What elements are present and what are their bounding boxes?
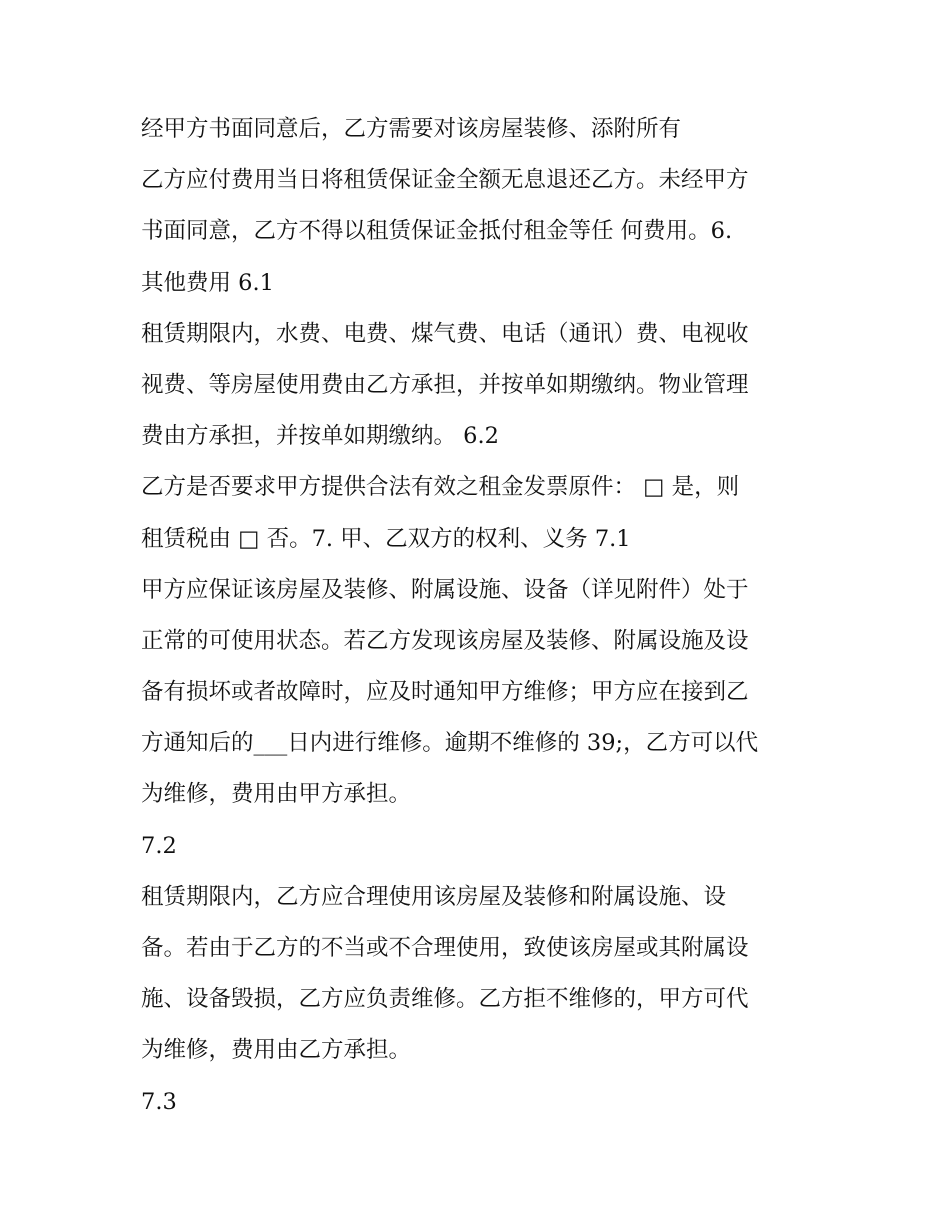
text-line: 甲方应保证该房屋及装修、附属设施、设备（详见附件）处于 [141,576,749,603]
text-line: 租赁期限内，乙方应合理使用该房屋及装修和附属设施、设 [141,883,727,910]
text-line: 为维修，费用由甲方承担。 [141,781,412,808]
text-line: 乙方是否要求甲方提供合法有效之租金发票原件： □ 是，则 [141,474,740,501]
text-line: 书面同意，乙方不得以租赁保证金抵付租金等任 何费用。6. [141,218,733,245]
text-line: 正常的可使用状态。若乙方发现该房屋及装修、附属设施及设 [141,627,749,654]
section-heading: 其他费用 6.1 [141,269,274,296]
text-line: 乙方应付费用当日将租赁保证金全额无息退还乙方。未经甲方 [141,167,749,194]
text-line: 备。若由于乙方的不当或不合理使用，致使该房屋或其附属设 [141,935,749,961]
text-line: 租赁期限内，水费、电费、煤气费、电话（通讯）费、电视收 [141,320,749,347]
section-number: 7.2 [141,832,177,859]
text-line: 费由方承担，并按单如期缴纳。 6.2 [141,423,499,450]
text-line: 施、设备毁损，乙方应负责维修。乙方拒不维修的，甲方可代 [141,986,749,1013]
text-line: 方通知后的___日内进行维修。逾期不维修的 39;，乙方可以代 [141,730,759,757]
text-line: 为维修，费用由乙方承担。 [141,1037,412,1064]
text-line: 租赁税由 □ 否。7. 甲、乙双方的权利、义务 7.1 [141,525,631,552]
text-line: 视费、等房屋使用费由乙方承担，并按单如期缴纳。物业管理 [141,371,749,398]
section-number: 7.3 [141,1088,177,1115]
document-body [141,106,821,1130]
text-line: 经甲方书面同意后，乙方需要对该房屋装修、添附所有 [141,116,682,142]
text-line: 备有损坏或者故障时，应及时通知甲方维修；甲方应在接到乙 [141,679,749,706]
